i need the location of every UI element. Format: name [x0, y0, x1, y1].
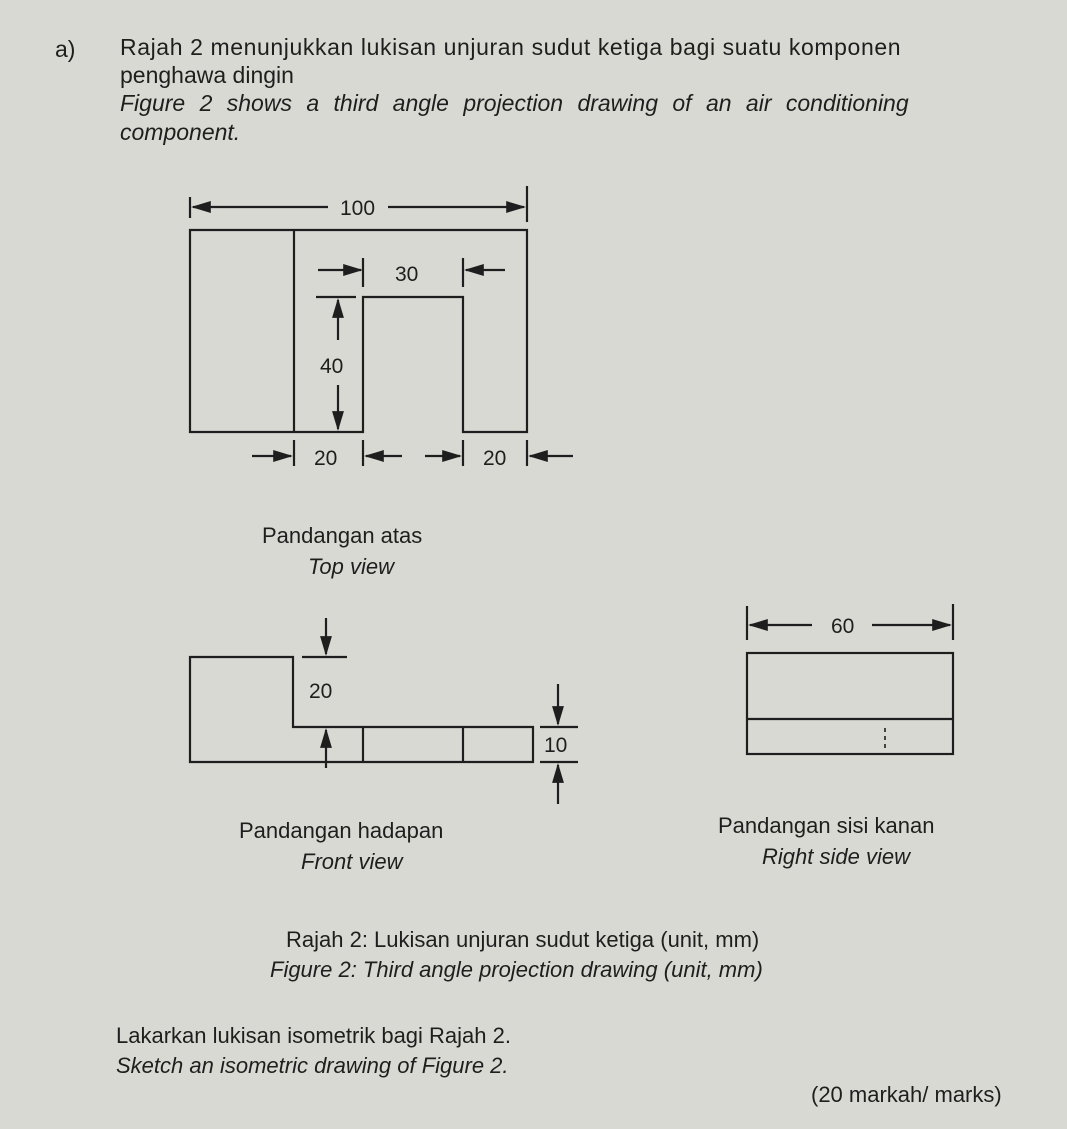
question-malay-line2: penghawa dingin — [120, 62, 294, 88]
question-english-line1: Figure 2 shows a third angle projection drawing of an air conditioning — [120, 90, 909, 116]
question-english-line2: component. — [120, 119, 241, 145]
top-view — [190, 186, 573, 470]
task-marks: (20 markah/ marks) — [811, 1082, 1002, 1107]
top-view-caption-malay: Pandangan atas — [262, 523, 423, 548]
front-view-caption-malay: Pandangan hadapan — [239, 818, 444, 843]
task-english: Sketch an isometric drawing of Figure 2. — [116, 1053, 509, 1078]
front-view-caption-english: Front view — [301, 849, 403, 874]
front-view-dim-10: 10 — [544, 734, 568, 757]
front-view-dim-20: 20 — [309, 680, 333, 703]
question-label: a) — [55, 36, 76, 62]
question-malay-line1: Rajah 2 menunjukkan lukisan unjuran sudut ketiga bagi suatu komponen — [120, 34, 902, 60]
figure-caption-english: Figure 2: Third angle projection drawing (unit, mm) — [270, 957, 763, 982]
top-view-dim-20-left: 20 — [314, 447, 338, 470]
side-view — [747, 604, 953, 754]
side-view-dim-60: 60 — [831, 615, 855, 638]
top-view-caption-english: Top view — [308, 554, 395, 579]
top-view-dim-30: 30 — [395, 263, 419, 286]
top-view-dim-40: 40 — [320, 355, 344, 378]
figure-caption-malay: Rajah 2: Lukisan unjuran sudut ketiga (unit, mm) — [286, 927, 760, 952]
side-view-caption-english: Right side view — [762, 844, 910, 869]
side-view-outline — [747, 653, 953, 754]
top-view-dim-100: 100 — [340, 197, 376, 220]
front-view-outline — [190, 657, 533, 762]
task-malay: Lakarkan lukisan isometrik bagi Rajah 2. — [116, 1023, 511, 1048]
front-view — [190, 618, 578, 804]
side-view-caption-malay: Pandangan sisi kanan — [718, 813, 935, 838]
top-view-outline — [190, 230, 527, 432]
top-view-dim-20-right: 20 — [483, 447, 507, 470]
